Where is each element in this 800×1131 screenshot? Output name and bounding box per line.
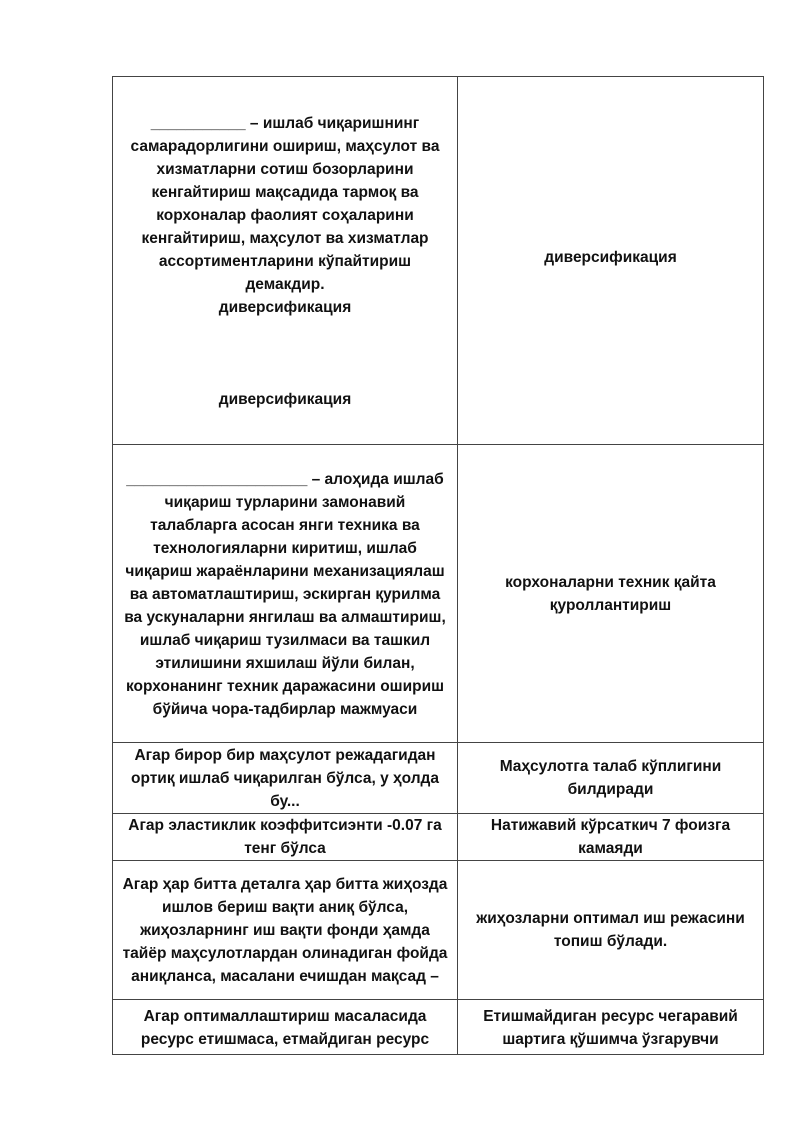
answer-cell [458,861,764,1000]
table-row [113,445,764,743]
answer-text: Натижавий кўрсаткич 7 фоизга камаяди [490,817,731,857]
table-row [113,743,764,814]
question-cell [113,445,458,743]
question-text: – алоҳида ишлаб чиқариш турларини замонавий талабларга асосан янги техника ва технологияларни киритиш, ишлаб чиқариш жараёнларини механизациялаш ва автоматлаштириш, эскирган қурилма ва ускуналарни янгилаш ва алмаштириш, ишлаб чиқариш тузилмаси ва ташкил этилишини яхшилаш йўли билан, корхонанинг техник даражасини ошириш бўйича чора-тадбирлар мажмуаси [124,470,446,718]
option-text: диверсификация [218,299,352,316]
question-text: Агар оптималлаштириш масаласида ресурс етишмаса, етмайдиган ресурс [140,1008,430,1048]
question-text: Агар ҳар битта деталга ҳар битта жиҳозда ишлов бериш вақти аниқ бўлса, жиҳозларнинг иш вақти фонди ҳамда тайёр маҳсулотлардан олинадиган фойда аниқланса, масалани ечишдан мақсад – [122,875,448,985]
qa-table [112,76,764,1055]
spacer [121,319,449,388]
answer-cell [458,814,764,861]
table-row [113,77,764,445]
answer-text: жиҳозларни оптимал иш режасини топиш бўлади. [476,910,745,950]
option-text: диверсификация [218,391,352,408]
table-row [113,814,764,861]
table-row [113,1000,764,1055]
question-text: – ишлаб чиқаришнинг самарадорлигини ошириш, маҳсулот ва хизматларни сотиш бозорларини кенгайтириш мақсадида тармоқ ва корхоналар фаолият соҳаларини кенгайтириш, маҳсулот ва хизматлар ассортиментларини кўпайтириш демакдир. [130,115,440,293]
answer-text: Маҳсулотга талаб кўплигини билдиради [499,758,722,798]
answer-blank: ___________ [150,115,246,132]
answer-blank: _____________________ [126,470,308,488]
answer-cell [458,445,764,743]
question-cell [113,1000,458,1055]
answer-text: Етишмайдиган ресурс чегаравий шартига қўшимча ўзгарувчи [483,1008,738,1048]
question-text: Агар бирор бир маҳсулот рeжадагидан ортиқ ишлаб чиқарилган бўлса, у ҳолда бу... [130,746,440,810]
question-text: Агар эластиклик коэффитсиэнти -0.07 га тенг бўлса [128,817,442,857]
answer-text: диверсификация [544,249,677,266]
answer-cell [458,77,764,445]
question-cell [113,814,458,861]
question-cell [113,861,458,1000]
table-row [113,861,764,1000]
answer-cell [458,743,764,814]
answer-cell [458,1000,764,1055]
answer-text: корхоналарни техник қайта қуроллантириш [505,573,716,614]
question-cell [113,77,458,445]
question-cell [113,743,458,814]
